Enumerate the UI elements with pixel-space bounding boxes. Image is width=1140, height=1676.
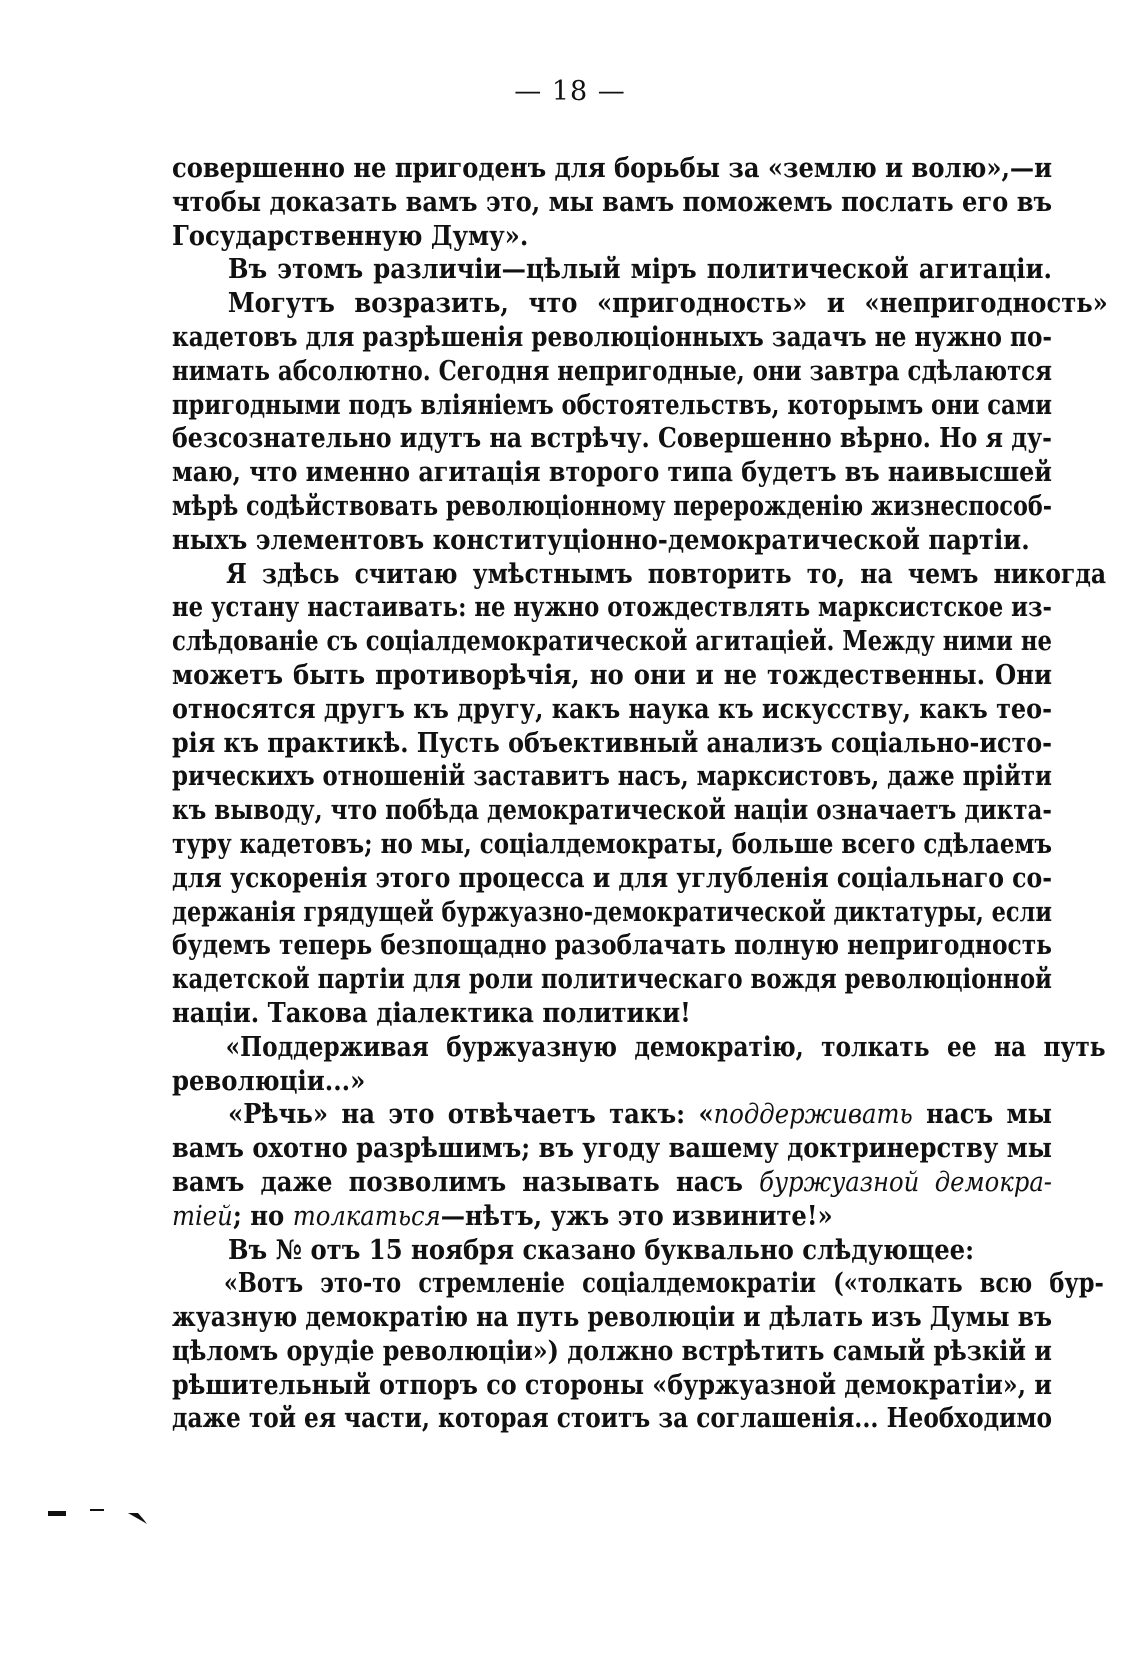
italic-run: толкаться [292, 1200, 441, 1232]
text-line: кадетской партіи для роли политическаго вождя революціонной [172, 964, 1052, 996]
text-run: ; но [232, 1200, 293, 1232]
text-line: націи. Таковa діалектика политики! [172, 997, 691, 1029]
text-line: мѣрѣ содѣйствовать революціонному перерожденію жизнеспособ- [172, 490, 1052, 522]
text-line: цѣломъ орудіе революціи») должно встрѣтить самый рѣзкій и [172, 1335, 1053, 1367]
text-line: можетъ быть противорѣчія, но они и не тождественны. Они [172, 659, 1052, 691]
italic-run: буржуазной демокра- [759, 1166, 1053, 1198]
text-line: вамъ охотно разрѣшимъ; въ угоду вашему доктринерству мы [172, 1133, 1052, 1165]
text-line: держанія грядущей буржуазно-демократической диктатуры, если [172, 896, 1052, 928]
text-line: пригодными подъ вліяніемъ обстоятельствъ, которымъ они сами [172, 389, 1053, 421]
text-line: слѣдованіе съ соціалдемократической агитаціей. Между ними не [172, 626, 1052, 658]
ink-specks [48, 1500, 168, 1530]
text-run: насъ мы [912, 1099, 1052, 1131]
text-line: безсознательно идутъ на встрѣчу. Совершенно вѣрно. Но я ду- [172, 423, 1052, 455]
text-line: Въ этомъ различіи—цѣлый міръ политической агитаціи. [228, 254, 1052, 286]
text-run: —нѣтъ, ужъ это извините!» [440, 1200, 833, 1232]
text-line-rech [172, 1098, 1052, 1132]
text-line: рѣшительный отпоръ со стороны «буржуазной демократіи», и [172, 1369, 1052, 1401]
text-line: къ выводу, что побѣда демократической націи означаетъ дикта- [172, 795, 1052, 827]
body-text [172, 152, 1108, 1436]
text-line: нимать абсолютно. Сегодня непригодные, они завтра сдѣлаются [172, 355, 1052, 387]
italic-run: поддерживать [713, 1099, 913, 1131]
text-line-rech [172, 1166, 1052, 1200]
text-line: «Поддерживая буржуазную демократію, толкать ее на путь [225, 1031, 1106, 1063]
text-run: вамъ даже позволимъ называть насъ [172, 1166, 760, 1198]
text-line: Я здѣсь считаю умѣстнымъ повторить то, на чемъ никогда [226, 558, 1107, 590]
text-line: жуазную демократію на путь революціи и дѣлать изъ Думы въ [172, 1302, 1053, 1334]
text-line: относятся другъ къ другу, какъ наука къ искусству, какъ тео- [172, 693, 1053, 725]
text-line: ныхъ элементовъ конституціонно-демократической партіи. [172, 524, 1030, 556]
text-line: туру кадетовъ; но мы, соціалдемократы, больше всего сдѣлаемъ [172, 828, 1053, 860]
ink-speck [48, 1511, 66, 1516]
text-line: рія къ практикѣ. Пусть объективный анализъ соціально-исто- [172, 727, 1053, 759]
text-line: Государственную Думу». [172, 220, 529, 252]
text-line: Въ № отъ 15 ноября сказано буквально слѣдующее: [228, 1234, 975, 1266]
text-line: даже той ея части, которая стоитъ за соглашенія... Необходимо [172, 1403, 1053, 1435]
ink-speck [128, 1513, 147, 1524]
text-line: маю, что именно агитація второго типа будетъ въ наивысшей [172, 457, 1053, 489]
text-line: для ускоренія этого процесса и для углубленія соціальнаго со- [172, 862, 1053, 894]
text-line: совершенно не пригоденъ для борьбы за «землю и волю»,—и [172, 153, 1053, 184]
text-line-rech [172, 1200, 1052, 1234]
text-line: будемъ теперь безпощадно разоблачать полную непригодность [172, 930, 1052, 962]
ink-speck [90, 1509, 104, 1511]
text-line: революціи...» [172, 1065, 366, 1097]
page-number: — 18 — [514, 76, 626, 107]
text-line: не устану настаивать: не нужно отождествлять марксистское из- [172, 592, 1052, 624]
text-line: чтобы доказать вамъ это, мы вамъ поможемъ послать его въ [172, 186, 1053, 218]
text-line: кадетовъ для разрѣшенія революціонныхъ задачъ не нужно по- [172, 321, 1053, 353]
italic-run: тіей [172, 1200, 233, 1232]
text-line: рическихъ отношеній заставитъ насъ, марксистовъ, даже прійти [172, 761, 1052, 793]
text-line: Могутъ возразить, что «пригодность» и «непригодность» [227, 288, 1108, 320]
text-run: «Рѣчь» на это отвѣчаетъ такъ: « [228, 1099, 714, 1131]
text-line: «Вотъ это-то стремленіе соціалдемократіи («толкать всю бур- [223, 1268, 1104, 1300]
